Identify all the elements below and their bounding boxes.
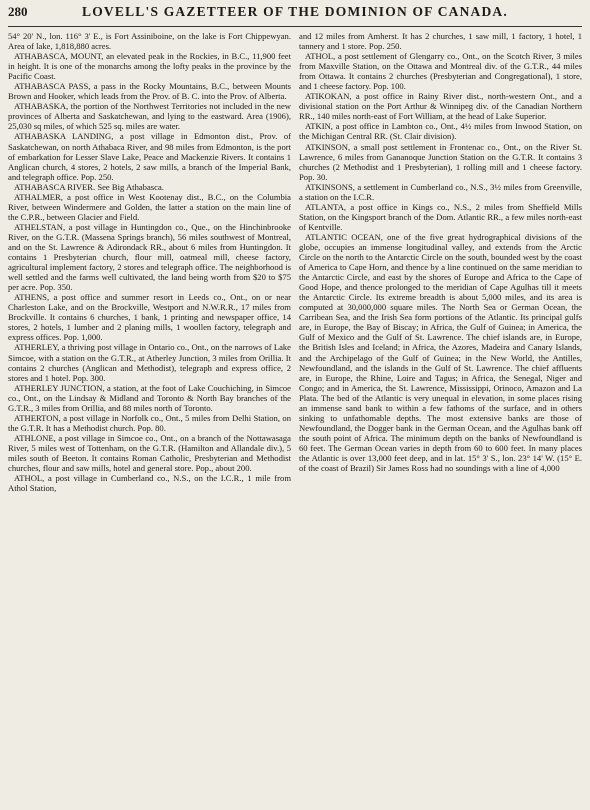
left-column (8, 31, 291, 807)
gazetteer-entry: ATHABASCA PASS, a pass in the Rocky Mountains, B.C., between Mounts Brown and Hooker, which leads from the Prov. of B. C. into the Prov. of Alberta. (8, 81, 291, 102)
gazetteer-entry: ATHELSTAN, a post village in Huntingdon co., Que., on the Hinchinbrooke River, on the G.T.R. (Massena Springs branch), 56 miles southwest of Montreal, and on the St. Lawrence & Adirondack RR., about 6 miles from Huntingdon. It contains 1 Presbyterian church, flour mill, oatmeal mill, cheese factory, agricultural implement factory, 2 stores and telegraph office. The neighborhood is well settled and the farms well cultivated, the land being worth from $20 to $75 per acre. Pop. 350. (8, 221, 291, 293)
gazetteer-entry: 54° 20' N., lon. 116° 3' E., is Fort Assiniboine, on the lake is Fort Chippewyan. Area of lake, 1,818,880 acres. (8, 31, 291, 52)
gazetteer-entry: ATIKOKAN, a post office in Rainy River dist., north-western Ont., and a divisional station on the Port Arthur & Winnipeg div. of the Canadian Northern RR., 140 miles north-east of Fort William, at the head of Lake Superior. (299, 91, 582, 122)
gazetteer-entry: ATHERLEY JUNCTION, a station, at the foot of Lake Couchiching, in Simcoe co., Ont., on the Lindsay & Midland and Toronto & North Bay branches of the G.T.R., 3 miles from Orillia, and 88 miles north of Toronto. (8, 382, 291, 413)
gazetteer-entry: ATHABASKA, the portion of the Northwest Territories not included in the new provinces of Alberta and Saskatchewan, and lying to the eastward. Area (1906), 25,030 sq miles, of which 525 sq. miles are water. (8, 101, 291, 132)
gazetteer-entry: ATHOL, a post settlement of Glengarry co., Ont., on the Scotch River, 3 miles from Maxville Station, on the Ottawa and Montreal div. of the G.T.R., 44 miles from Ottawa. It contains 2 churches (Presbyterian and Congregational), 1 store, and 1 cheese factory. Pop. 100. (299, 51, 582, 92)
gazetteer-entry: ATHOL, a post village in Cumberland co., N.S., on the I.C.R., 1 mile from Athol Station, (8, 473, 291, 494)
page-header (8, 4, 582, 27)
gazetteer-entry: ATHENS, a post office and summer resort in Leeds co., Ont., on or near Charleston Lake, and on the Brockville, Westport and N.W.R.R., 17 miles from Brockville. It contains 6 churches, 1 bank, 1 printing and newspaper office, 14 stores, 2 hotels, 1 lumber and 2 planing mills, 1 woollen factory, telegraph and express offices. Pop. 1,000. (8, 292, 291, 343)
gazetteer-entry: ATHABASKA LANDING, a post village in Edmonton dist., Prov. of Saskatchewan, on north Athabaca River, and 98 miles from Edmonton, is the port of embarkation for Lesser Slave Lake, Peace and Mackenzie Rivers. It contains 1 Anglican church, 4 stores, 2 hotels, 2 saw mills, a branch of the Imperial Bank, and telegraph office. Pop. 250. (8, 131, 291, 182)
running-title: LOVELL'S GAZETTEER OF THE DOMINION OF CANADA. (82, 4, 508, 19)
text-columns (8, 31, 582, 807)
gazetteer-entry: ATHABASCA, MOUNT, an elevated peak in the Rockies, in B.C., 11,900 feet in height. It is one of the monarchs among the lofty peaks in the province by the Pacific Coast. (8, 51, 291, 82)
gazetteer-entry: ATLANTIC OCEAN, one of the five great hydrographical divisions of the globe, occupies an immense longitudinal valley, and extends from the Arctic Circle on the north to the Antarctic Circle on the south, bounded west by the coast of America to Cape Horn, and thence by a line continued on the same meridian to the Antarctic Circle, and east by the shores of Europe and Africa to the Cape of Good Hope, and thence prolonged to the meridian of Cape Agulhas till it meets the Antarctic Circle. Its extreme breadth is about 5,000 miles, and its area is computed at 30,000,000 square miles. The North Sea or German Ocean, the Carribean Sea, and the Irish Sea form portions of the Atlantic. Its principal gulfs are, in Europe, the Bay of Biscay; in Africa, the Gulf of Guinea; in America, the Gulf of Mexico and the Gulf of St. Lawrence. The chief islands are, in Europe, the British Isles and Iceland; in Africa, the Azores, Madeira and Canary Islands, and the Archipelago of the Gulf of Guinea; in the New World, the Antilles, Newfoundland, and the islands in the Gulf of St. Lawrence. The chief affluents are, in Europe, the Rhine, Loire and Tagus; in Africa, the Senegal, Niger and Congo; and in America, the St. Lawrence, Mississippi, Orinoco, Amazon and La Plata. The bed of the Atlantic is very unequal in elevation, in some places rising an immense sand bank to within a few fathoms of the surface, and in others sinking to unfathomable depths. The most extensive banks are those of Newfoundland, the Dogger bank in the German Ocean, and the Agulhas bank off the south point of Africa. The minimum depth on the banks of Newfoundland is 60 feet. The German Ocean varies in depth from 60 to 600 feet. In many places the Atlantic is over 13,000 feet deep, and in lat. 15° 3' S., lon. 23° 14' W. (15° E. of the coast of Brazil) Sir James Ross had no soundings with a line of 4,000 (299, 231, 582, 474)
gazetteer-entry: and 12 miles from Amherst. It has 2 churches, 1 saw mill, 1 factory, 1 hotel, 1 tannery and 1 store. Pop. 250. (299, 31, 582, 52)
gazetteer-entry: ATKINSONS, a settlement in Cumberland co., N.S., 3½ miles from Greenville, a station on the I.C.R. (299, 181, 582, 202)
gazetteer-entry: ATHABASCA RIVER. See Big Athabasca. (14, 181, 164, 192)
right-column (299, 31, 582, 807)
page-number: 280 (8, 4, 28, 19)
gazetteer-entry: ATKINSON, a small post settlement in Frontenac co., Ont., on the River St. Lawrence, 6 miles from Gananoque Junction Station on the G.T.R. It contains 3 churches (2 Methodist and 1 Presbyterian), 1 rolling mill and 1 cheese factory. Pop. 30. (299, 141, 582, 182)
gazetteer-entry: ATHERTON, a post village in Norfolk co., Ont., 5 miles from Delhi Station, on the G.T.R. It has a Methodist church. Pop. 80. (8, 412, 291, 433)
gazetteer-entry: ATHALMER, a post office in West Kootenay dist., B.C., on the Columbia River, between Windermere and Golden, the latter a station on the main line of the C.P.R., between Glacier and Field. (8, 191, 291, 222)
gazetteer-entry: ATLANTA, a post office in Kings co., N.S., 2 miles from Sheffield Mills Station, on the Kingsport branch of the Dom. Atlantic RR., a few miles north-east of Kentville. (299, 201, 582, 232)
gazetteer-entry: ATHLONE, a post village in Simcoe co., Ont., on a branch of the Nottawasaga River, 5 miles west of Tottenham, on the G.T.R. (Hamilton and Allandale div.), 5 miles south of Beeton. It contains Roman Catholic, Presbyterian and Methodist churches, flour and saw mills, hotel and general store. Pop., about 200. (8, 432, 291, 474)
gazetteer-entry: ATKIN, a post office in Lambton co., Ont., 4½ miles from Inwood Station, on the Michigan Central RR. (St. Clair division). (299, 121, 582, 142)
gazetteer-entry: ATHERLEY, a thriving post village in Ontario co., Ont., on the narrows of Lake Simcoe, with a station on the G.T.R., at Atherley Junction, 3 miles from Orillia. It contains 2 churches (Anglican and Methodist), telegraph and express office, 2 stores and 1 hotel. Pop. 300. (8, 342, 291, 383)
